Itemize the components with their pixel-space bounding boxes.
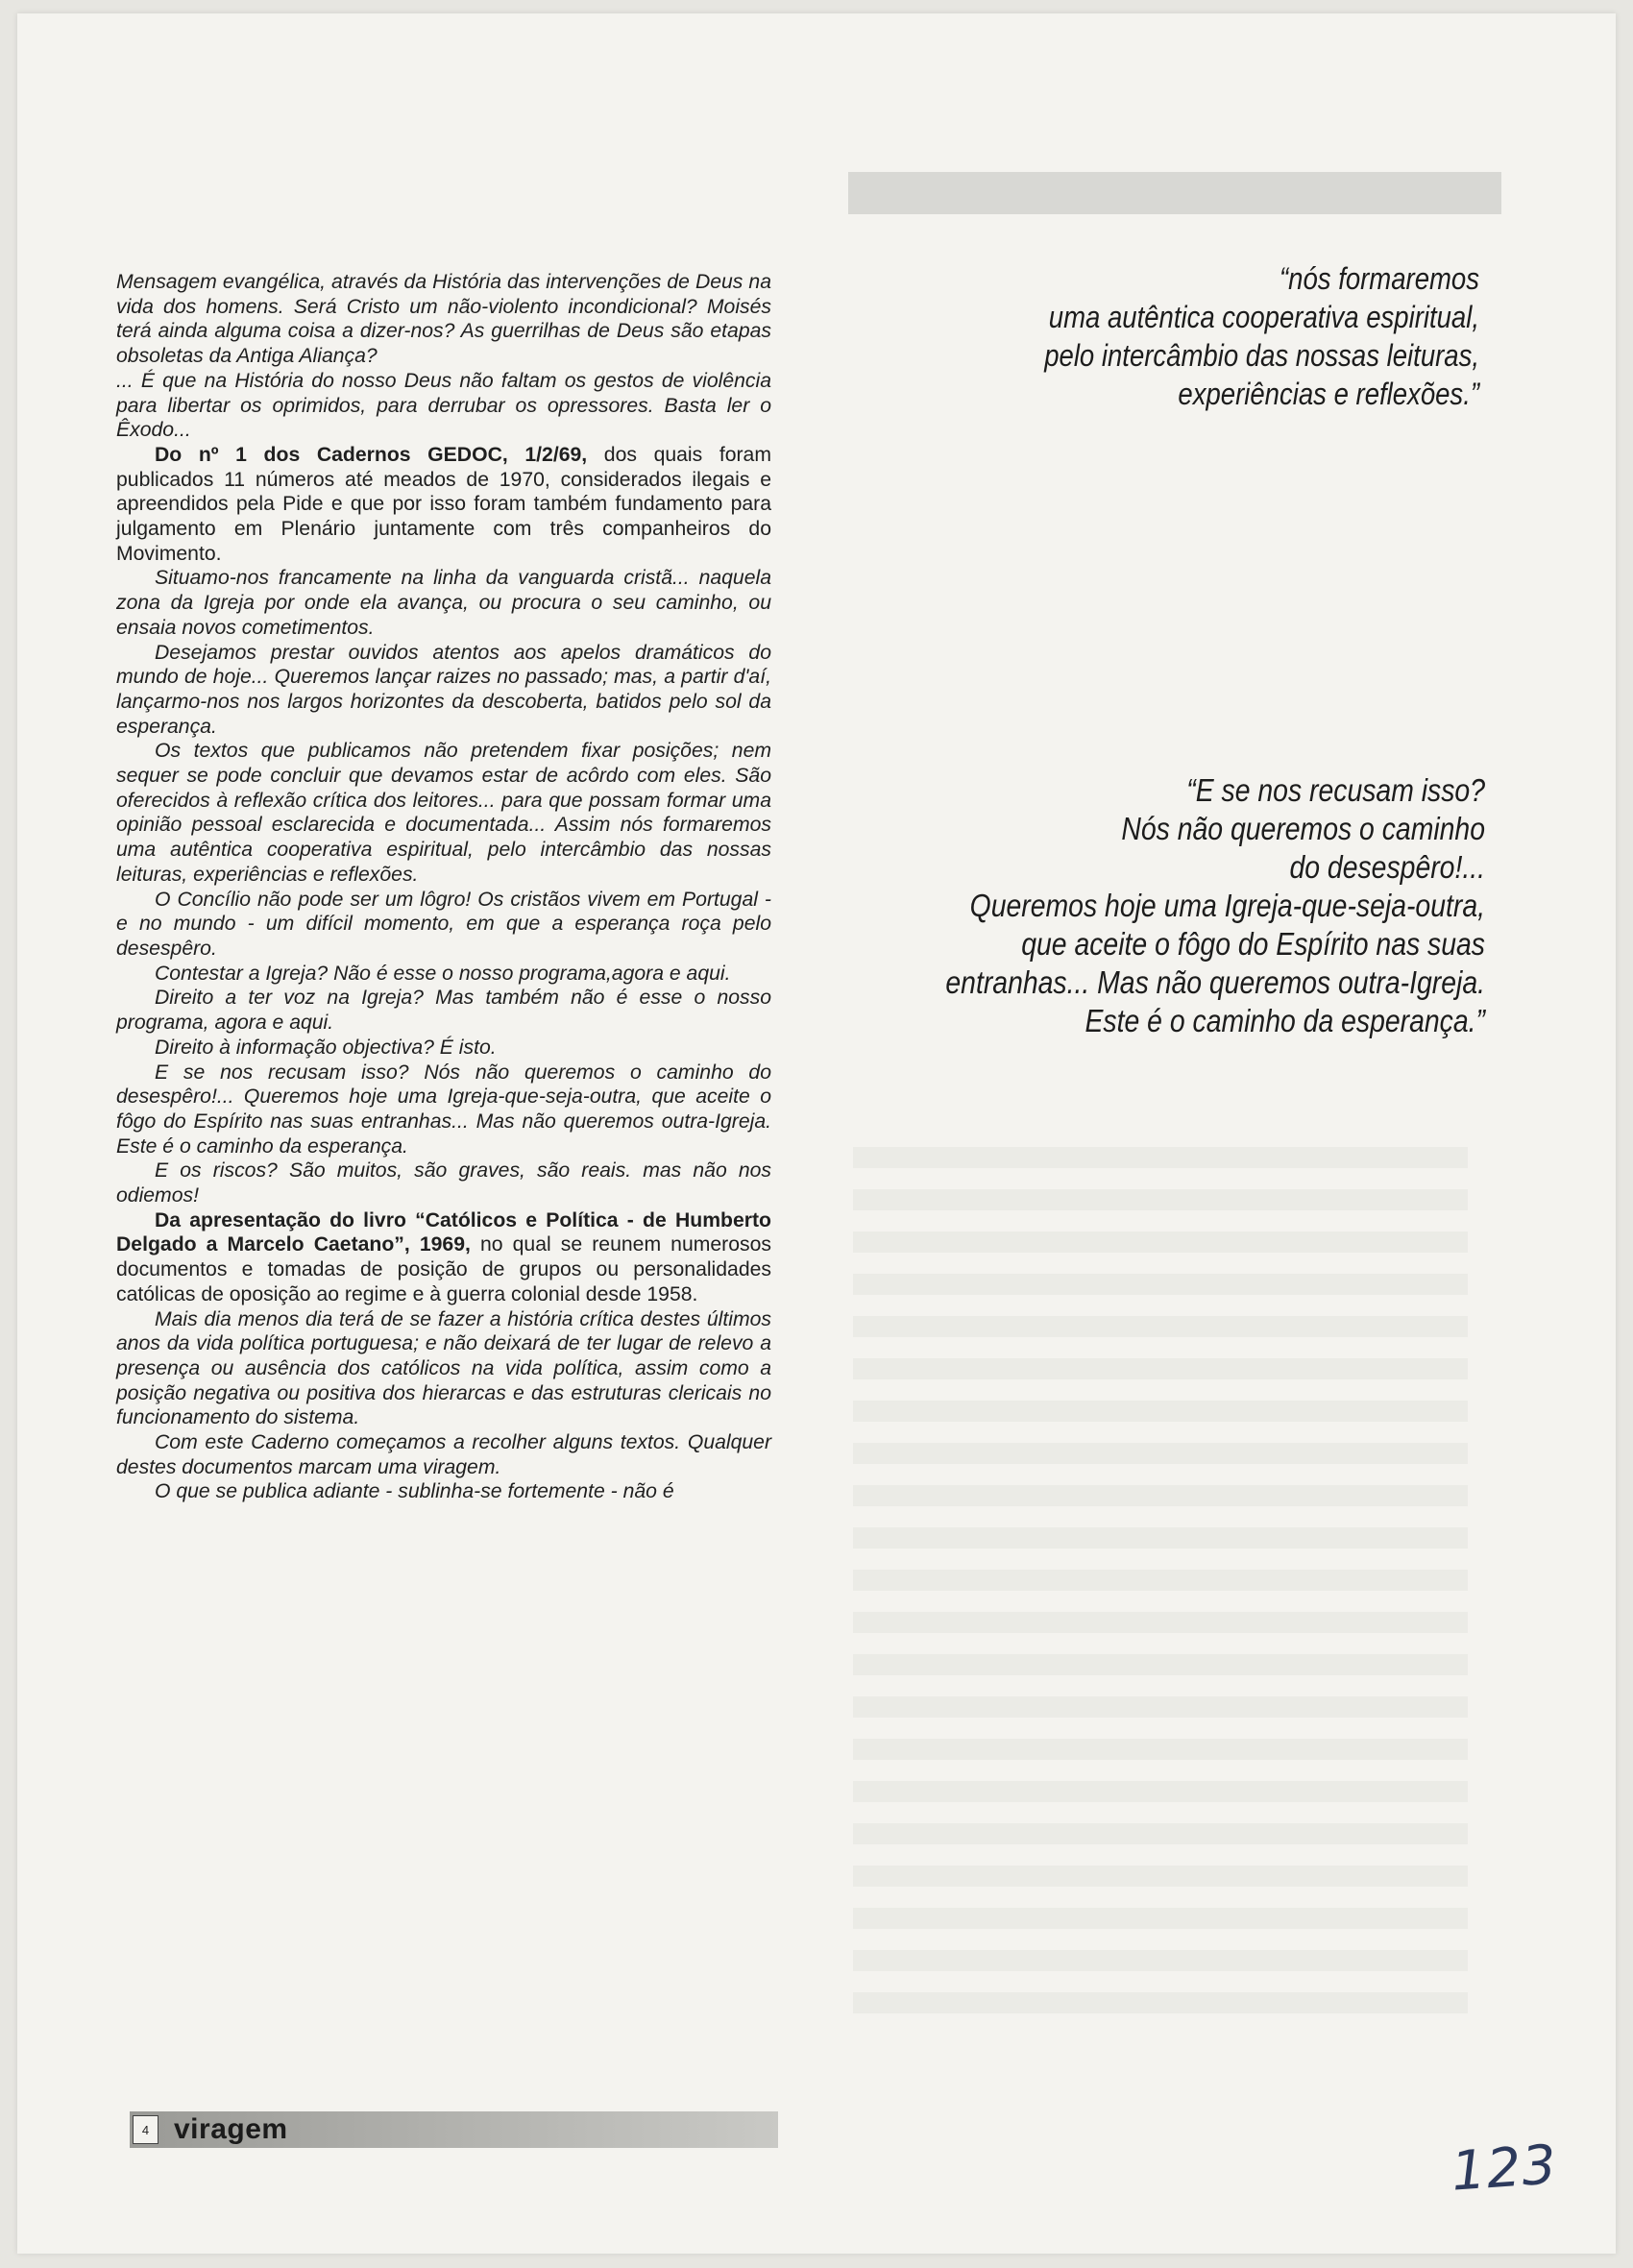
paragraph-text: dos quais foram publicados 11 números até meados de 1970, considerados ilegais e apreendidos pela Pide e que por isso foram também fundamento para julgamento em Plenário juntamente com três companheiros do Movimento. bbox=[116, 443, 771, 565]
body-paragraph: Com este Caderno começamos a recolher alguns textos. Qualquer destes documentos marcam uma viragem. bbox=[116, 1431, 771, 1478]
body-paragraph: Direito a ter voz na Igreja? Mas também não é esse o nosso programa, agora e aqui. bbox=[116, 987, 771, 1035]
body-paragraph: Desejamos prestar ouvidos atentos aos apelos dramáticos do mundo de hoje... Queremos lançar raizes no passado; mas, a partir d'aí, lançarmo-nos nos largos horizontes da descoberta, batidos pelo sol da esperança. bbox=[116, 641, 771, 738]
body-paragraph: O que se publica adiante - sublinha-se fortemente - não é bbox=[155, 1480, 674, 1503]
pull-quote-line: Queremos hoje uma Igreja-que-seja-outra, bbox=[969, 888, 1485, 923]
pull-quote-line: “E se nos recusam isso? bbox=[1186, 772, 1485, 808]
pull-quote-line: Nós não queremos o caminho bbox=[1121, 811, 1485, 846]
page-number: 4 bbox=[133, 2115, 158, 2144]
body-paragraph: E os riscos? São muitos, são graves, são reais. mas não nos odiemos! bbox=[116, 1159, 771, 1207]
handwritten-page-number: 123 bbox=[1449, 2134, 1560, 2204]
body-paragraph: ... É que na História do nosso Deus não faltam os gestos de violência para libertar os oprimidos, para derrubar os opressores. Basta ler o Êxodo... bbox=[116, 369, 771, 442]
pull-quote-line: experiências e reflexões.” bbox=[1178, 377, 1479, 411]
show-through-header-bar bbox=[848, 172, 1501, 214]
pull-quote-cooperativa bbox=[951, 259, 1479, 413]
show-through-text-block bbox=[853, 1147, 1468, 2035]
body-paragraph: Situamo-nos francamente na linha da vanguarda cristã... naquela zona da Igreja por onde ela avança, ou procura o seu caminho, ou ensaia novos cometimentos. bbox=[116, 567, 771, 639]
body-paragraph: Mais dia menos dia terá de se fazer a história crítica destes últimos anos da vida política portuguesa; e não deixará de ter lugar de relevo a presença ou ausência dos católicos na vida política, assim como a posição negativa ou positiva dos hierarcas e das estruturas clericais no funcionamento do sistema. bbox=[116, 1307, 771, 1429]
body-paragraph: O Concílio não pode ser um lôgro! Os cristãos vivem em Portugal - e no mundo - um difícil momento, em que a esperança roça pelo desespêro. bbox=[116, 888, 771, 960]
pull-quote-line: do desespêro!... bbox=[1289, 849, 1485, 885]
body-paragraph: E se nos recusam isso? Nós não queremos o caminho do desespêro!... Queremos hoje uma Igreja-que-seja-outra, que aceite o fôgo do Espírito nas suas entranhas... Mas não queremos outra-Igreja. Este é o caminho da esperança. bbox=[116, 1061, 771, 1158]
pull-quote-line: entranhas... Mas não queremos outra-Igreja. bbox=[945, 964, 1485, 1000]
pull-quote-line: pelo intercâmbio das nossas leituras, bbox=[1044, 338, 1479, 373]
body-paragraph: Direito à informação objectiva? É isto. bbox=[155, 1036, 497, 1059]
body-paragraph bbox=[116, 443, 771, 567]
source-citation: Da apresentação do livro “Católicos e Política - de Humberto Delgado a Marcelo Caetano”, 1969, bbox=[116, 1208, 771, 1256]
publication-name: viragem bbox=[174, 2113, 288, 2145]
pull-quote-line: uma autêntica cooperativa espiritual, bbox=[1048, 300, 1479, 334]
main-text-column bbox=[116, 270, 771, 1504]
body-paragraph bbox=[116, 1208, 771, 1307]
body-paragraph: Mensagem evangélica, através da História das intervenções de Deus na vida dos homens. Será Cristo um não-violento incondicional? Moisés terá ainda alguma coisa a dizer-nos? As guerrilhas de Deus são etapas obsoletas da Antiga Aliança? bbox=[116, 271, 771, 368]
body-paragraph: Contestar a Igreja? Não é esse o nosso programa,agora e aqui. bbox=[155, 962, 731, 985]
page-footer-bar bbox=[130, 2111, 778, 2148]
pull-quote-line: que aceite o fôgo do Espírito nas suas bbox=[1021, 926, 1485, 962]
pull-quote-line: “nós formaremos bbox=[1280, 261, 1479, 296]
source-citation: Do nº 1 dos Cadernos GEDOC, 1/2/69, bbox=[155, 443, 588, 466]
pull-quote-line: Este é o caminho da esperança.” bbox=[1085, 1003, 1485, 1038]
pull-quote-esperanca bbox=[907, 771, 1485, 1040]
paragraph-text: no qual se reunem numerosos documentos e tomadas de posição de grupos ou personalidades católicas de oposição ao regime e à guerra colonial desde 1958. bbox=[116, 1233, 771, 1305]
body-paragraph: Os textos que publicamos não pretendem fixar posições; nem sequer se pode concluir que devamos estar de acôrdo com eles. São oferecidos à reflexão crítica dos leitores... para que possam formar uma opinião pessoal esclarecida e documentada... Assim nós formaremos uma autêntica cooperativa espiritual, pelo intercâmbio das nossas leituras, experiências e reflexões. bbox=[116, 740, 771, 886]
